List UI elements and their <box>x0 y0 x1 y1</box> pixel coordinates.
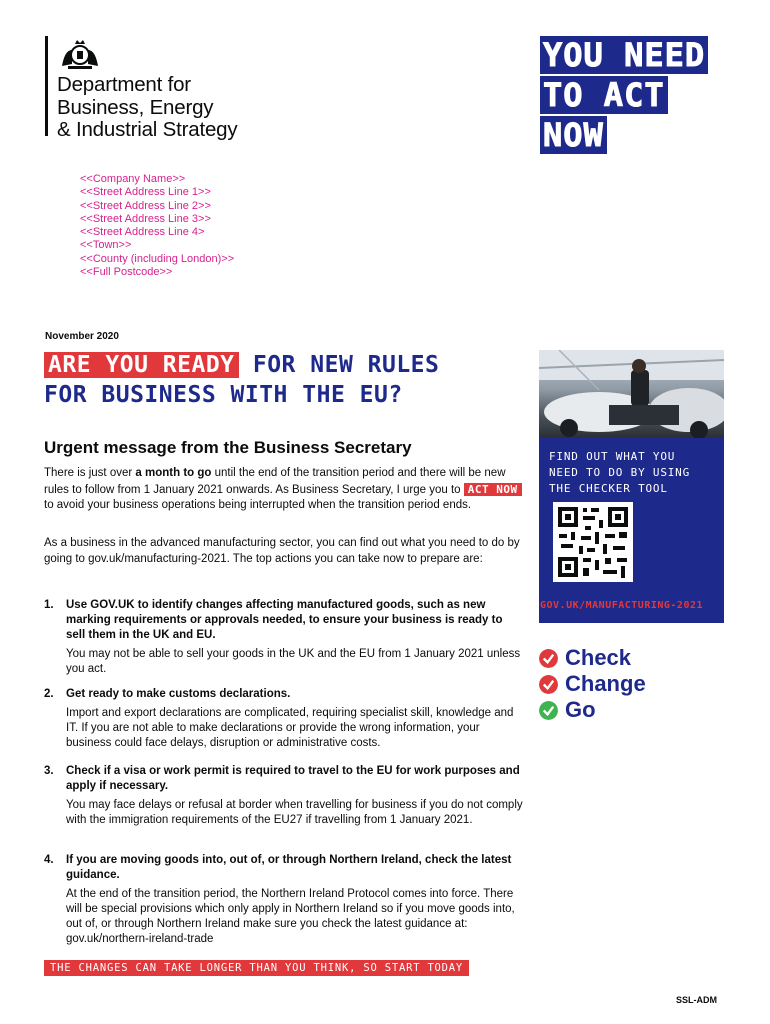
check-tick-icon <box>539 649 558 668</box>
item-heading: Get ready to make customs declarations. <box>66 688 291 700</box>
address-line: <<Town>> <box>80 239 132 252</box>
item-heading: Use GOV.UK to identify changes affecting manufactured goods, such as new marking requirements or approvals needed, to ensure your business is ready to sell them in the UK and EU. <box>66 599 503 641</box>
factory-photo <box>539 350 724 438</box>
item-number: 2. <box>44 688 54 700</box>
address-line: <<Street Address Line 2>> <box>80 199 211 212</box>
check-item <box>539 645 631 671</box>
footer-banner: THE CHANGES CAN TAKE LONGER THAN YOU THINK, SO START TODAY <box>44 960 469 976</box>
list-item <box>44 853 524 947</box>
list-item <box>44 764 524 828</box>
intro-paragraph <box>44 466 524 514</box>
address-line: <<County (including London)>> <box>80 252 235 265</box>
item-body: At the end of the transition period, the Northern Ireland Protocol comes into force. There will be special provisions which only apply in Northern Ireland so if you move goods into, out of, or through Northern Ireland make sure you check the latest guidance at: gov.uk/northern-ireland-trade <box>66 888 515 945</box>
badge-line: NOW <box>540 116 607 154</box>
document-reference: SSL-ADM <box>676 995 717 1005</box>
act-now-highlight: ACT NOW <box>464 483 522 496</box>
headline-rest: FOR NEW RULES <box>238 352 440 378</box>
go-item <box>539 697 596 723</box>
ccg-label: Go <box>565 697 596 722</box>
badge-line: YOU NEED <box>540 36 708 74</box>
list-item <box>44 687 524 751</box>
item-body: Import and export declarations are complicated, requiring specialist skill, knowledge and IT. If you are not able to make declarations or provide the wrong information, your business could face delays, disruption or administrative costs. <box>66 707 514 749</box>
address-line: <<Full Postcode>> <box>80 266 173 279</box>
badge-line: TO ACT <box>540 76 668 114</box>
item-heading: Check if a visa or work permit is required to travel to the EU for work purposes and apply if necessary. <box>66 765 520 792</box>
headline-highlight: ARE YOU READY <box>44 352 239 378</box>
logo-rule <box>45 36 48 136</box>
checker-line: NEED TO DO BY USING <box>549 466 691 479</box>
change-item <box>539 671 646 697</box>
address-line: <<Street Address Line 3>> <box>80 212 211 225</box>
item-number: 3. <box>44 765 54 777</box>
address-line: <<Company Name>> <box>80 173 186 185</box>
headline-line2: FOR BUSINESS WITH THE EU? <box>44 382 403 408</box>
checker-text <box>549 449 719 497</box>
act-now-badge <box>540 36 750 156</box>
item-heading: If you are moving goods into, out of, or through Northern Ireland, check the latest guidance. <box>66 854 512 881</box>
factory-photo-illustration <box>539 350 724 438</box>
headline <box>44 350 524 410</box>
address-line: <<Street Address Line 4> <box>80 226 205 239</box>
emphasis-text: a month to go <box>135 467 212 479</box>
subheading: Urgent message from the Business Secretary <box>44 438 412 457</box>
change-tick-icon <box>539 675 558 694</box>
checker-line: THE CHECKER TOOL <box>549 482 668 495</box>
address-line: <<Street Address Line 1>> <box>80 186 211 199</box>
ccg-label: Check <box>565 645 632 670</box>
item-number: 1. <box>44 599 54 611</box>
dept-line: & Industrial Strategy <box>57 118 238 141</box>
item-body: You may face delays or refusal at border when travelling for business if you do not comply with the immigration requirements of the EU27 if travelling from 1 January 2021. <box>66 799 523 826</box>
ccg-label: Change <box>565 671 646 696</box>
dept-line: Department for <box>57 73 191 96</box>
text-run: until the end of the transition period and there will be new rules to follow from 1 January 2021 onwards. As Business Secretary, I urge you to <box>44 467 506 496</box>
dept-line: Business, Energy <box>57 95 214 119</box>
item-number: 4. <box>44 854 54 866</box>
list-item <box>44 598 524 677</box>
qr-code-icon[interactable] <box>553 502 633 582</box>
text-run: There is just over <box>44 467 136 479</box>
text-run: to avoid your business operations being interrupted when the transition period ends. <box>44 499 472 511</box>
checker-url-link[interactable]: GOV.UK/MANUFACTURING-2021 <box>540 600 704 611</box>
department-name <box>57 74 237 142</box>
checker-line: FIND OUT WHAT YOU <box>549 450 676 463</box>
go-tick-icon <box>539 701 558 720</box>
letter-date: November 2020 <box>45 331 119 342</box>
address-block <box>80 173 234 279</box>
item-body: You may not be able to sell your goods in the UK and the EU from 1 January 2021 unless you act. <box>66 648 521 675</box>
royal-crest-icon <box>58 36 102 72</box>
sector-paragraph: As a business in the advanced manufacturing sector, you can find out what you need to do by going to gov.uk/manufacturing-2021. The top actions you can take now to prepare are: <box>44 537 520 565</box>
